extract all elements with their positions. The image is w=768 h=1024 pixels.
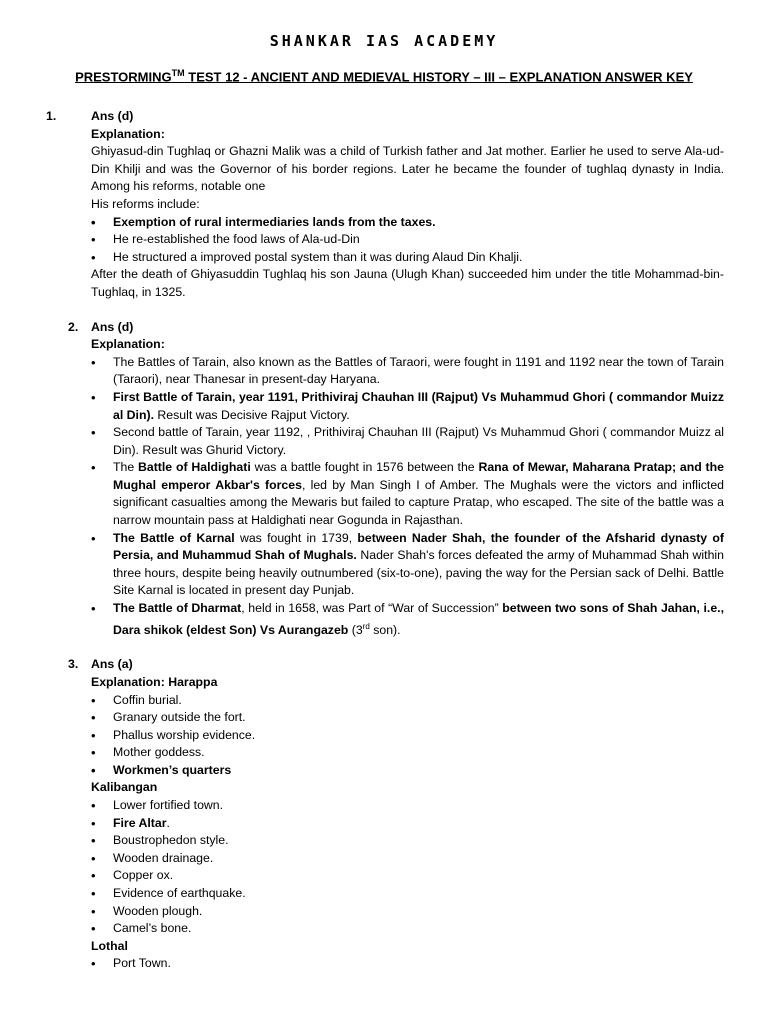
list-item bbox=[91, 600, 724, 639]
list-item: • Boustrophedon style. bbox=[91, 832, 724, 850]
list-item bbox=[91, 530, 724, 600]
list-item: • Mother goddess. bbox=[91, 744, 724, 762]
text: , held in 1658, was Part of “War of Succession” bbox=[241, 601, 503, 616]
page-title bbox=[0, 68, 768, 84]
bold-text: The Battle of Karnal bbox=[113, 530, 235, 545]
answer-label: Ans (d) bbox=[91, 319, 134, 334]
text: Nader Shah's forces defeated the army of Muhammad Shah within three hours, despite being heavily outnumbered (six-to-one), paving the way for the Persian sack of Delhi. Battle Site Karnal is located in present day Punjab. bbox=[113, 548, 724, 598]
text: was fought in 1739, bbox=[234, 530, 358, 545]
text: (3 bbox=[348, 622, 363, 637]
bullet-list bbox=[91, 214, 724, 267]
section-heading-lothal: Lothal bbox=[91, 938, 128, 953]
answer-label: Ans (d) bbox=[91, 109, 134, 123]
list-item: • The Battles of Tarain, also known as the Battles of Taraori, were fought in 1191 and 1192 near the town of Tarain (Taraori), near Thanesar in present-day Haryana. bbox=[91, 354, 724, 389]
list-item bbox=[91, 389, 724, 424]
bold-text: First Battle of Tarain, year 1191, Prithiviraj Chauhan III (Rajput) Vs Muhammud Ghori ( commandor Muizz al Din). bbox=[113, 389, 724, 422]
explanation-label: Explanation: bbox=[91, 337, 165, 352]
superscript: rd bbox=[362, 621, 370, 631]
bullet-list bbox=[91, 354, 724, 640]
list-item: • Copper ox. bbox=[91, 867, 724, 885]
bold-text: Rana of Mewar, Maharana Pratap; and the Mughal emperor Akbar's forces bbox=[113, 460, 724, 492]
list-item: • Camel’s bone. bbox=[91, 920, 724, 938]
question-number: 1. bbox=[46, 109, 57, 123]
text: son). bbox=[369, 622, 401, 637]
paragraph: After the death of Ghiyasuddin Tughlaq his son Jauna (Ulugh Khan) succeeded him under the title Mohammad-bin-Tughlaq, in 1325. bbox=[91, 267, 724, 299]
list-item: • Coffin burial. bbox=[91, 692, 724, 710]
title-rest: TEST 12 - ANCIENT AND MEDIEVAL HISTORY – III – EXPLANATION ANSWER KEY bbox=[184, 69, 693, 85]
title-trademark: TM bbox=[171, 68, 185, 78]
question-number: 2. bbox=[68, 319, 79, 334]
text: . bbox=[166, 815, 170, 830]
paragraph: His reforms include: bbox=[91, 196, 200, 211]
list-item: • Lower fortified town. bbox=[91, 797, 724, 815]
text: was a battle fought in 1576 between the bbox=[250, 460, 479, 475]
list-item: • Exemption of rural intermediaries lands from the taxes. bbox=[91, 214, 724, 232]
list-item: • Workmen’s quarters bbox=[91, 762, 724, 780]
section-heading-kalibangan: Kalibangan bbox=[91, 780, 158, 795]
list-item: • Port Town. bbox=[91, 955, 724, 973]
bold-text: Fire Altar bbox=[113, 815, 167, 830]
question-3 bbox=[0, 656, 768, 973]
bold-text: The Battle of Dharmat bbox=[113, 601, 242, 616]
list-item bbox=[91, 459, 724, 529]
bullet-list-lothal bbox=[91, 955, 724, 973]
bold-text: Battle of Haldighati bbox=[137, 460, 251, 475]
section-heading-harappa: Explanation: Harappa bbox=[91, 674, 218, 689]
list-item: • Phallus worship evidence. bbox=[91, 727, 724, 745]
text: The bbox=[113, 460, 138, 475]
list-item: • Granary outside the fort. bbox=[91, 709, 724, 727]
list-item bbox=[91, 815, 724, 833]
text: Result was Decisive Rajput Victory. bbox=[154, 407, 350, 422]
list-item: • Evidence of earthquake. bbox=[91, 885, 724, 903]
answer-content bbox=[0, 108, 768, 973]
question-2 bbox=[0, 319, 768, 640]
title-prefix: PRESTORMING bbox=[75, 69, 172, 85]
bullet-list-harappa bbox=[91, 692, 724, 780]
question-1 bbox=[0, 108, 768, 302]
answer-label: Ans (a) bbox=[91, 657, 133, 672]
question-number: 3. bbox=[68, 657, 79, 672]
explanation-label: Explanation: bbox=[91, 126, 165, 141]
bullet-list-kalibangan bbox=[91, 797, 724, 938]
paragraph: Ghiyasud-din Tughlaq or Ghazni Malik was a child of Turkish father and Jat mother. Earlier he used to serve Ala-ud-Din Khilji and was the Governor of his border regions. Later he became the founder of tughlaq dynasty in India. Among his reforms, notable one bbox=[91, 144, 724, 194]
list-item: • Wooden drainage. bbox=[91, 850, 724, 868]
list-item: • Second battle of Tarain, year 1192, , Prithiviraj Chauhan III (Rajput) Vs Muhammud Ghori ( commandor Muizz al Din). Result was Ghurid Victory. bbox=[91, 424, 724, 459]
list-item: • He re-established the food laws of Ala-ud-Din bbox=[91, 231, 724, 249]
list-item: • Wooden plough. bbox=[91, 903, 724, 921]
bold-text: between two sons of Shah Jahan, i.e., Dara shikok (eldest Son) Vs Aurangazeb bbox=[113, 601, 724, 637]
list-item: • He structured a improved postal system than it was during Alaud Din Khalji. bbox=[91, 249, 724, 267]
academy-header: SHANKAR IAS ACADEMY bbox=[269, 32, 499, 50]
bold-text: between Nader Shah, the founder of the Afsharid dynasty of Persia, and Muhammud Shah of Mughals. bbox=[113, 530, 725, 563]
text: , led by Man Singh I of Amber. The Mughals were the victors and inflicted significant casualties among the Mewaris but failed to capture Pratap, who escaped. The site of the battle was a narrow mountain pass at Haldighati near Gogunda in Rajasthan. bbox=[113, 477, 724, 528]
